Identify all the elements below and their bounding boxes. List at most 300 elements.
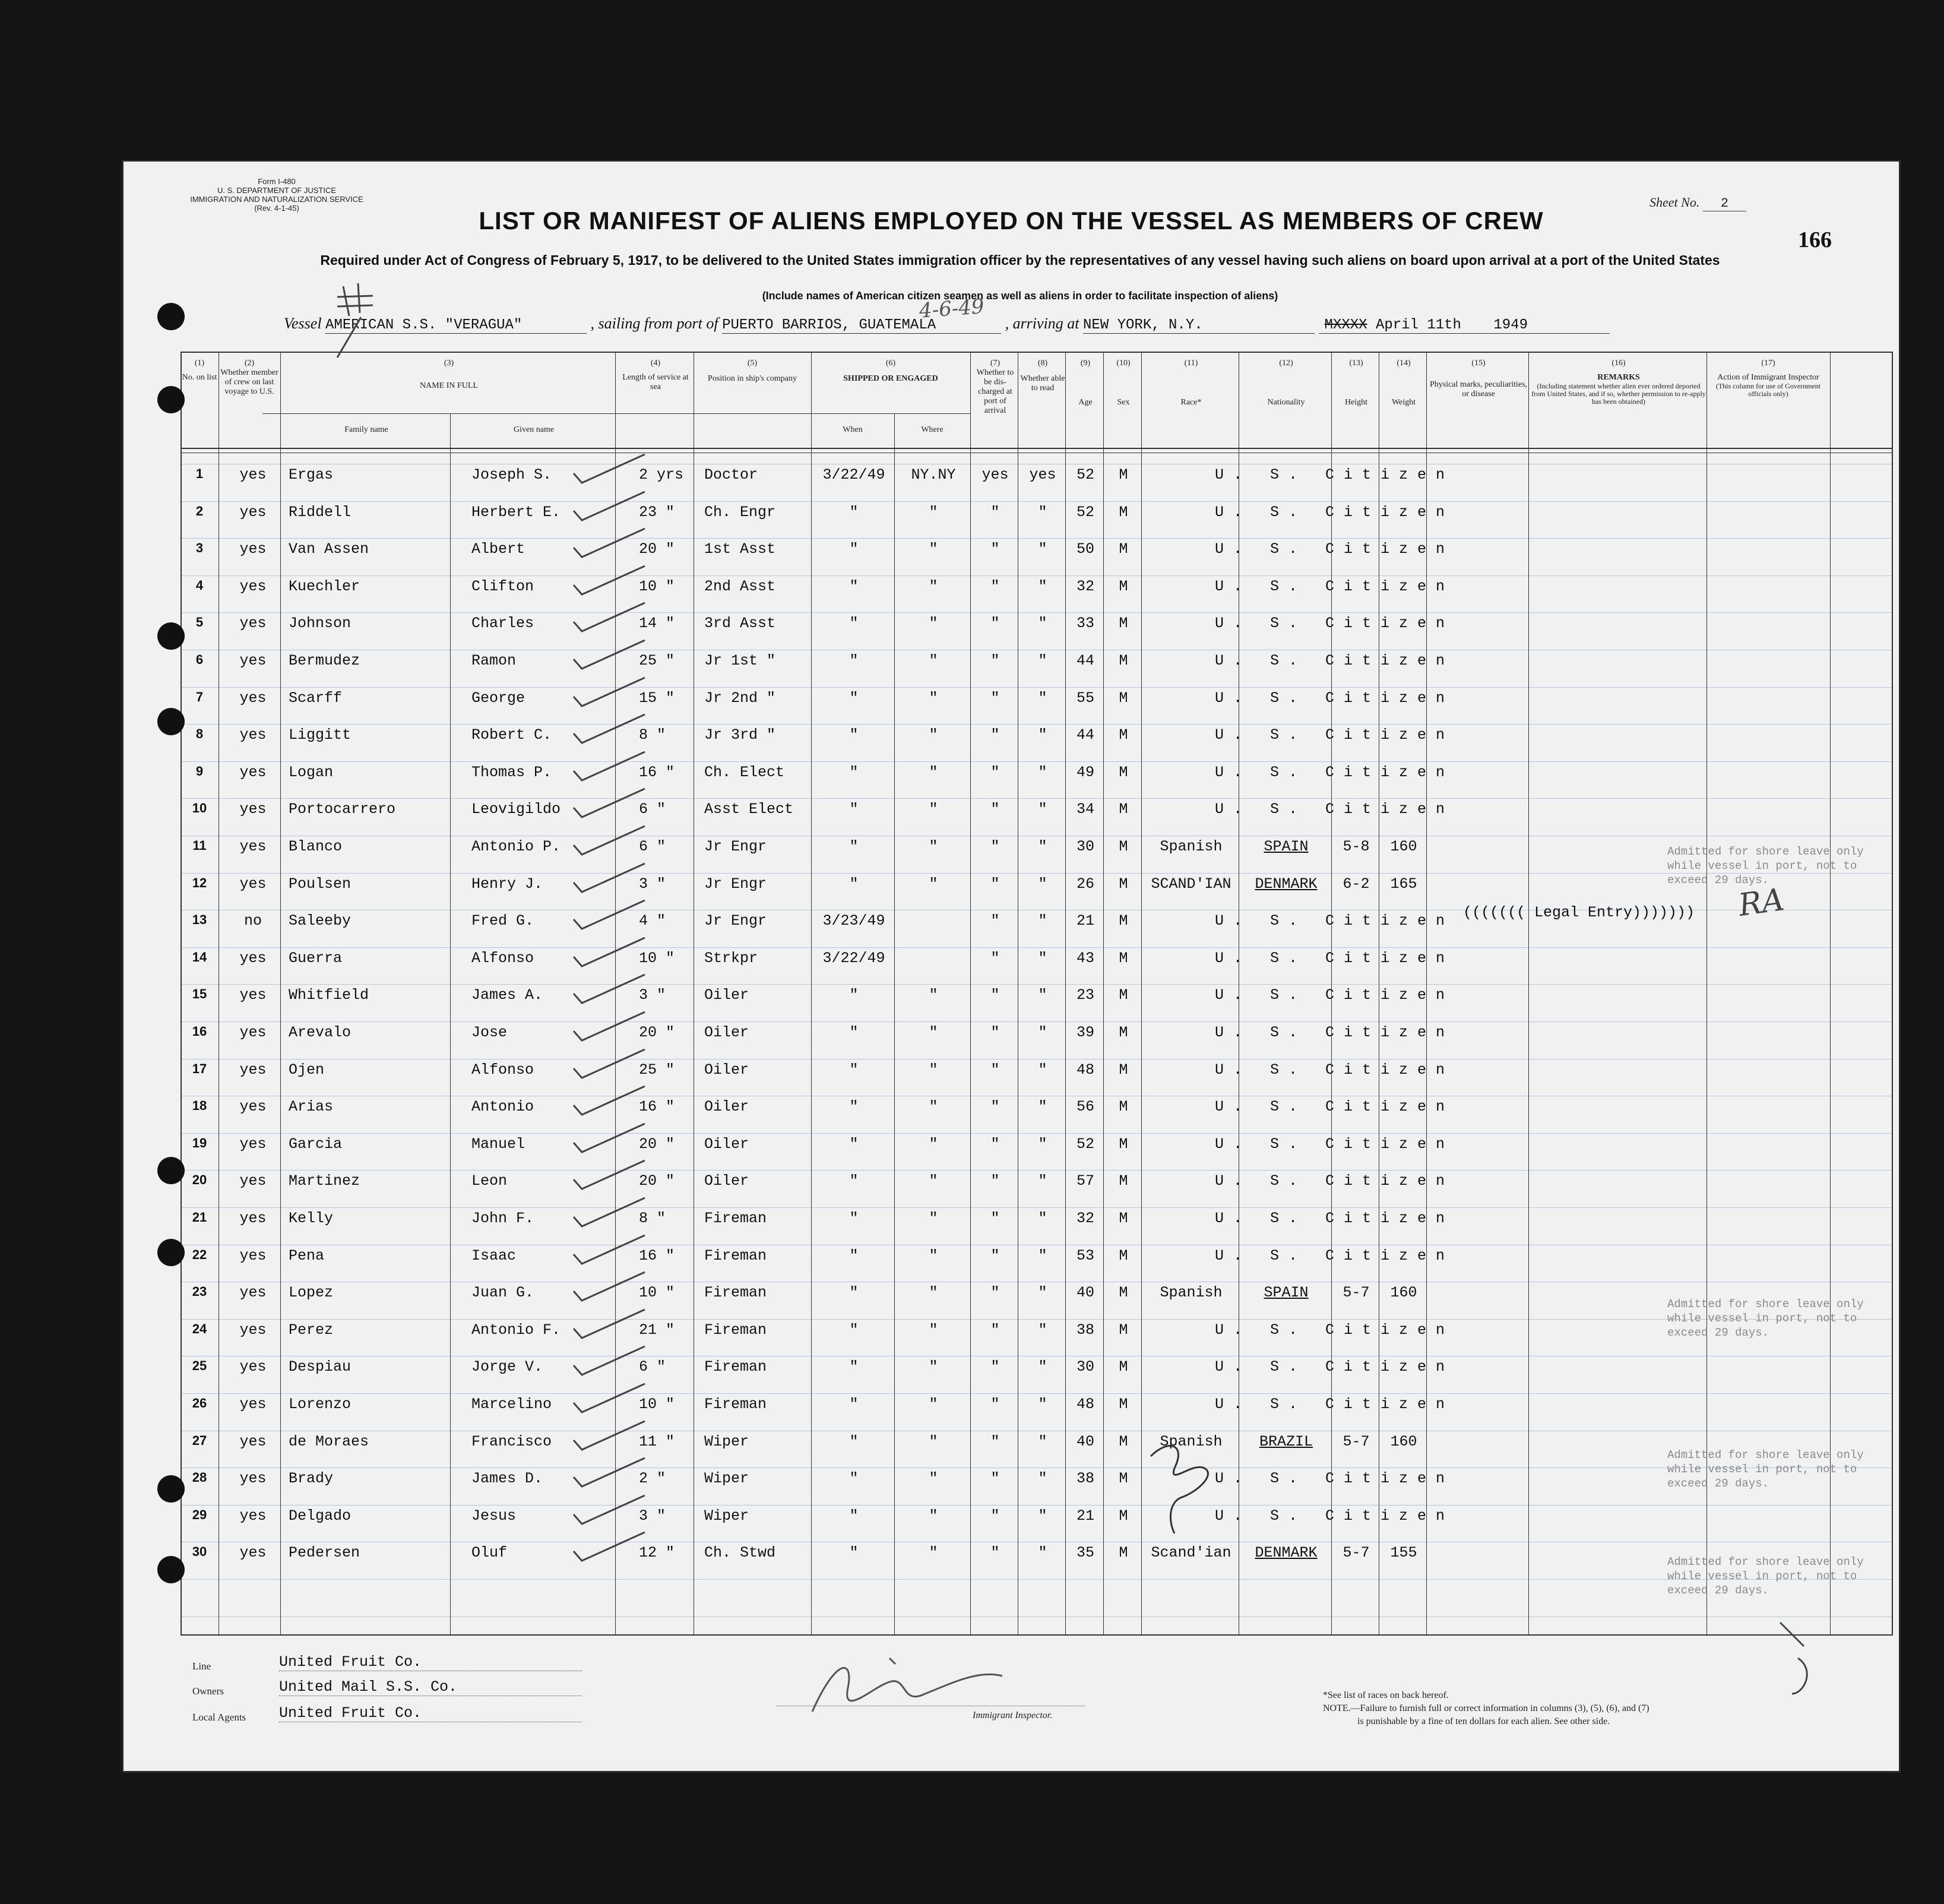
- cell-given: Alfonso: [471, 949, 534, 967]
- cell-where: ": [929, 1172, 938, 1190]
- cell-given: Oluf: [471, 1544, 508, 1562]
- cell-weight: 160: [1390, 1284, 1417, 1302]
- cell-service: 20 ": [639, 540, 675, 558]
- cell-citizen: U. S. Citizen: [1215, 1507, 1455, 1525]
- cell-given: Robert C.: [471, 726, 552, 744]
- cell-when: ": [849, 1247, 859, 1264]
- cell-read: ": [1038, 763, 1047, 781]
- cell-no: 5: [195, 615, 204, 630]
- cell-family: Despiau: [289, 1358, 352, 1376]
- cell-read: ": [1038, 1247, 1047, 1264]
- cell-family: Riddell: [289, 503, 352, 521]
- cell-position: Jr Engr: [704, 912, 767, 930]
- cell-prev: yes: [239, 1507, 267, 1525]
- cell-service: 14 ": [639, 615, 675, 632]
- cell-family: Kuechler: [289, 577, 360, 595]
- cell-where: ": [929, 1507, 938, 1525]
- header-col-15: (15) Physical marks, peculiarities, or disease: [1429, 359, 1528, 398]
- cell-where: ": [929, 1432, 938, 1450]
- cell-where: ": [929, 986, 938, 1004]
- cell-age: 50: [1076, 540, 1094, 558]
- cell-when: ": [849, 986, 859, 1004]
- cell-sex: M: [1119, 540, 1128, 558]
- cell-given: Marcelino: [471, 1396, 552, 1413]
- cell-no: 6: [195, 652, 204, 667]
- cell-family: Garcia: [289, 1135, 343, 1153]
- cell-nat: DENMARK: [1255, 1544, 1318, 1562]
- race-note: *See list of races on back hereof.: [1323, 1690, 1449, 1700]
- cell-age: 44: [1076, 726, 1094, 744]
- cell-given: Antonio: [471, 1098, 534, 1116]
- vessel-name: AMERICAN S.S. "VERAGUA": [325, 317, 587, 334]
- revision: (Rev. 4-1-45): [254, 204, 299, 213]
- cell-where: ": [929, 689, 938, 707]
- cell-no: 3: [195, 540, 204, 556]
- cell-age: 38: [1076, 1470, 1094, 1488]
- cell-age: 38: [1076, 1321, 1094, 1339]
- cell-citizen: U. S. Citizen: [1215, 1061, 1455, 1078]
- cell-race: Spanish: [1160, 1284, 1223, 1302]
- cell-citizen: U. S. Citizen: [1215, 912, 1455, 930]
- cell-race: Spanish: [1160, 1432, 1223, 1450]
- cell-where: ": [929, 503, 938, 521]
- cell-service: 25 ": [639, 1061, 675, 1078]
- handwritten-date: 4-6-49: [918, 295, 985, 323]
- cell-prev: yes: [239, 1024, 267, 1041]
- header-col-9: (9) Age: [1078, 359, 1093, 407]
- cell-race: Scand'ian: [1151, 1544, 1231, 1562]
- cell-disch: ": [990, 1061, 1000, 1078]
- cell-family: Lorenzo: [289, 1396, 352, 1413]
- cell-disch: ": [990, 1321, 1000, 1339]
- remark-shore-leave-23: Admitted for shore leave only while vessel in port, not to exceed 29 days.: [1667, 1298, 1864, 1339]
- cell-disch: ": [990, 652, 1000, 669]
- cell-when: ": [849, 838, 859, 855]
- cell-when: ": [849, 1432, 859, 1450]
- cell-given: Alfonso: [471, 1061, 534, 1078]
- cell-position: Oiler: [704, 986, 749, 1004]
- cell-disch: ": [990, 1544, 1000, 1562]
- cell-when: ": [849, 1544, 859, 1562]
- cell-no: 2: [195, 503, 204, 518]
- cell-citizen: U. S. Citizen: [1215, 466, 1455, 483]
- cell-service: 10 ": [639, 1284, 675, 1302]
- cell-no: 30: [192, 1544, 207, 1560]
- cell-age: 52: [1076, 466, 1094, 483]
- cell-read: ": [1038, 1135, 1047, 1153]
- cell-sex: M: [1119, 949, 1128, 967]
- cell-where: ": [929, 801, 938, 818]
- cell-age: 56: [1076, 1098, 1094, 1116]
- corner-mark: [1780, 1622, 1807, 1694]
- cell-service: 16 ": [639, 1247, 675, 1264]
- punch-hole: [157, 303, 185, 330]
- cell-family: Pena: [289, 1247, 325, 1264]
- header-col-2: (2) Whether member of crew on last voyage to U.S.: [220, 359, 278, 396]
- cell-no: 8: [195, 726, 204, 742]
- punch-hole: [157, 708, 185, 735]
- cell-given: James D.: [471, 1470, 543, 1488]
- cell-position: Oiler: [704, 1061, 749, 1078]
- cell-service: 2 ": [639, 1470, 666, 1488]
- cell-sex: M: [1119, 577, 1128, 595]
- cell-when: ": [849, 1061, 859, 1078]
- cell-weight: 165: [1390, 875, 1417, 893]
- cell-read: ": [1038, 540, 1047, 558]
- cell-sex: M: [1119, 652, 1128, 669]
- cell-citizen: U. S. Citizen: [1215, 689, 1455, 707]
- cell-when: ": [849, 1507, 859, 1525]
- cell-read: ": [1038, 1507, 1047, 1525]
- cell-read: ": [1038, 1396, 1047, 1413]
- cell-family: Lopez: [289, 1284, 334, 1302]
- cell-sex: M: [1119, 1544, 1128, 1562]
- cell-prev: yes: [239, 1135, 267, 1153]
- cell-position: Jr 1st ": [704, 652, 776, 669]
- sheet-label: Sheet No.: [1649, 195, 1700, 210]
- cell-citizen: U. S. Citizen: [1215, 1470, 1455, 1488]
- cell-read: ": [1038, 1544, 1047, 1562]
- cell-disch: ": [990, 1172, 1000, 1190]
- cell-position: Oiler: [704, 1135, 749, 1153]
- cell-given: Herbert E.: [471, 503, 561, 521]
- cell-height: 6-2: [1343, 875, 1370, 893]
- cell-weight: 160: [1390, 838, 1417, 855]
- handwritten-annotation: [1151, 1446, 1208, 1533]
- cell-where: ": [929, 1098, 938, 1116]
- remark-shore-leave-27: Admitted for shore leave only while vessel in port, not to exceed 29 days.: [1667, 1448, 1864, 1490]
- cell-position: Strkpr: [704, 949, 758, 967]
- cell-service: 6 ": [639, 801, 666, 818]
- cell-weight: 160: [1390, 1432, 1417, 1450]
- cell-age: 48: [1076, 1396, 1094, 1413]
- cell-sex: M: [1119, 912, 1128, 930]
- form-number: Form I-480: [258, 177, 296, 186]
- cell-race: SCAND'IAN: [1151, 875, 1231, 893]
- cell-disch: ": [990, 838, 1000, 855]
- cell-service: 20 ": [639, 1024, 675, 1041]
- cell-position: Wiper: [704, 1507, 749, 1525]
- punch-hole: [157, 1475, 185, 1503]
- cell-given: Henry J.: [471, 875, 543, 893]
- cell-service: 8 ": [639, 726, 666, 744]
- inspector-label: Immigrant Inspector.: [973, 1710, 1053, 1720]
- service-name: IMMIGRATION AND NATURALIZATION SERVICE: [190, 195, 363, 204]
- cell-read: ": [1038, 1432, 1047, 1450]
- cell-age: 40: [1076, 1432, 1094, 1450]
- cell-age: 44: [1076, 652, 1094, 669]
- cell-when: ": [849, 1321, 859, 1339]
- cell-citizen: U. S. Citizen: [1215, 763, 1455, 781]
- cell-family: Liggitt: [289, 726, 352, 744]
- cell-disch: ": [990, 1247, 1000, 1264]
- cell-sex: M: [1119, 466, 1128, 483]
- cell-service: 3 ": [639, 1507, 666, 1525]
- cell-service: 2 yrs: [639, 466, 684, 483]
- cell-given: John F.: [471, 1210, 534, 1227]
- cell-sex: M: [1119, 875, 1128, 893]
- cell-given: Manuel: [471, 1135, 525, 1153]
- cell-prev: yes: [239, 540, 267, 558]
- cell-no: 26: [192, 1396, 207, 1410]
- cell-when: ": [849, 540, 859, 558]
- cell-age: 43: [1076, 949, 1094, 967]
- cell-age: 52: [1076, 503, 1094, 521]
- cell-where: ": [929, 875, 938, 893]
- punch-hole: [157, 1556, 185, 1583]
- cell-service: 11 ": [639, 1432, 675, 1450]
- cell-read: ": [1038, 1284, 1047, 1302]
- cell-prev: yes: [239, 577, 267, 595]
- cell-disch: ": [990, 1098, 1000, 1116]
- cell-disch: ": [990, 1135, 1000, 1153]
- cell-prev: yes: [239, 615, 267, 632]
- cell-when: ": [849, 652, 859, 669]
- cell-family: Saleeby: [289, 912, 352, 930]
- cell-read: ": [1038, 1470, 1047, 1488]
- cell-family: Perez: [289, 1321, 334, 1339]
- cell-where: ": [929, 1135, 938, 1153]
- port-from: PUERTO BARRIOS, GUATEMALA: [722, 317, 1001, 334]
- cell-where: ": [929, 726, 938, 744]
- line-value: United Fruit Co.: [279, 1653, 582, 1671]
- header-col-12: (12) Nationality: [1267, 359, 1305, 407]
- cell-no: 23: [192, 1284, 207, 1299]
- cell-service: 10 ": [639, 1396, 675, 1413]
- cell-given: Leon: [471, 1172, 508, 1190]
- cell-when: ": [849, 503, 859, 521]
- cell-position: Jr 3rd ": [704, 726, 776, 744]
- cell-citizen: U. S. Citizen: [1215, 1098, 1455, 1116]
- cell-no: 12: [192, 875, 207, 890]
- cell-sex: M: [1119, 1470, 1128, 1488]
- cell-prev: yes: [239, 949, 267, 967]
- cell-disch: ": [990, 986, 1000, 1004]
- cell-family: Kelly: [289, 1210, 334, 1227]
- header-col-16: (16) REMARKS (Including statement whether alien ever ordered deported from United States, and if so, whether permission to re-apply has been obtained): [1531, 359, 1706, 406]
- cell-position: 1st Asst: [704, 540, 776, 558]
- cell-sex: M: [1119, 1135, 1128, 1153]
- header-col-5: (5) Position in ship's company: [708, 359, 797, 383]
- cell-nat: BRAZIL: [1259, 1432, 1313, 1450]
- cell-sex: M: [1119, 1432, 1128, 1450]
- header-col-11: (11) Race*: [1180, 359, 1202, 407]
- cell-family: Scarff: [289, 689, 343, 707]
- page-number: 166: [1798, 227, 1832, 252]
- legal-entry-remark: ((((((( Legal Entry))))))): [1463, 904, 1695, 921]
- cell-citizen: U. S. Citizen: [1215, 1247, 1455, 1264]
- cell-service: 4 ": [639, 912, 666, 930]
- cell-age: 21: [1076, 1507, 1094, 1525]
- cell-position: 2nd Asst: [704, 577, 776, 595]
- cell-when: ": [849, 875, 859, 893]
- cell-prev: yes: [239, 1321, 267, 1339]
- cell-disch: ": [990, 689, 1000, 707]
- cell-when: ": [849, 1172, 859, 1190]
- cell-family: Whitfield: [289, 986, 369, 1004]
- cell-sex: M: [1119, 726, 1128, 744]
- cell-position: Asst Elect: [704, 801, 794, 818]
- cell-where: ": [929, 838, 938, 855]
- cell-prev: no: [243, 912, 262, 930]
- cell-where: ": [929, 1396, 938, 1413]
- subtitle: Required under Act of Congress of February 5, 1917, to be delivered to the United States immigration officer by the representatives of any vessel having such aliens on board upon arrival at a port of the United States: [320, 252, 1720, 268]
- cell-sex: M: [1119, 1284, 1128, 1302]
- cell-read: ": [1038, 577, 1047, 595]
- cell-disch: yes: [982, 466, 1009, 483]
- cell-citizen: U. S. Citizen: [1215, 1321, 1455, 1339]
- header-col-7: (7) Whether to be dis-charged at port of arrival: [976, 359, 1014, 415]
- cell-citizen: U. S. Citizen: [1215, 801, 1455, 818]
- cell-sex: M: [1119, 1172, 1128, 1190]
- cell-service: 6 ": [639, 1358, 666, 1376]
- cell-age: 21: [1076, 912, 1094, 930]
- cell-weight: 155: [1390, 1544, 1417, 1562]
- punch-hole: [157, 386, 185, 413]
- cell-age: 26: [1076, 875, 1094, 893]
- cell-given: George: [471, 689, 525, 707]
- owners-value: United Mail S.S. Co.: [279, 1678, 582, 1696]
- cell-sex: M: [1119, 801, 1128, 818]
- cell-read: ": [1038, 986, 1047, 1004]
- agents-value: United Fruit Co.: [279, 1704, 582, 1722]
- cell-citizen: U. S. Citizen: [1215, 986, 1455, 1004]
- cell-disch: ": [990, 763, 1000, 781]
- cell-height: 5-8: [1343, 838, 1370, 855]
- arrival-date: April 11th: [1375, 317, 1461, 333]
- cell-where: ": [929, 1247, 938, 1264]
- cell-given: James A.: [471, 986, 543, 1004]
- cell-prev: yes: [239, 1210, 267, 1227]
- cell-family: Bermudez: [289, 652, 360, 669]
- cell-age: 32: [1076, 577, 1094, 595]
- cell-position: Ch. Stwd: [704, 1544, 776, 1562]
- cell-family: Logan: [289, 763, 334, 781]
- cell-nat: SPAIN: [1264, 838, 1309, 855]
- cell-no: 17: [192, 1061, 207, 1076]
- cell-service: 21 ": [639, 1321, 675, 1339]
- cell-service: 15 ": [639, 689, 675, 707]
- cell-citizen: U. S. Citizen: [1215, 615, 1455, 632]
- cell-position: Wiper: [704, 1432, 749, 1450]
- punch-hole: [157, 622, 185, 650]
- cell-prev: yes: [239, 838, 267, 855]
- cell-service: 10 ": [639, 577, 675, 595]
- header-when: When: [843, 425, 863, 434]
- cell-when: ": [849, 1210, 859, 1227]
- cell-position: Fireman: [704, 1396, 767, 1413]
- cell-where: ": [929, 1544, 938, 1562]
- cell-sex: M: [1119, 1061, 1128, 1078]
- cell-read: ": [1038, 726, 1047, 744]
- cell-family: Johnson: [289, 615, 352, 632]
- cell-age: 55: [1076, 689, 1094, 707]
- cell-disch: ": [990, 540, 1000, 558]
- cell-no: 18: [192, 1098, 207, 1114]
- cell-position: Oiler: [704, 1098, 749, 1116]
- header-col-14: (14) Weight: [1391, 359, 1416, 407]
- header-col-17: (17) Action of Immigrant Inspector (This column for use of Government officials only): [1715, 359, 1821, 398]
- cell-disch: ": [990, 949, 1000, 967]
- cell-citizen: U. S. Citizen: [1215, 577, 1455, 595]
- cell-family: Pedersen: [289, 1544, 360, 1562]
- cell-when: ": [849, 577, 859, 595]
- cell-where: ": [929, 615, 938, 632]
- cell-read: ": [1038, 1024, 1047, 1041]
- cell-no: 14: [192, 949, 207, 964]
- cell-sex: M: [1119, 615, 1128, 632]
- cell-when: ": [849, 1135, 859, 1153]
- punch-hole: [157, 1239, 185, 1266]
- cell-family: Arias: [289, 1098, 334, 1116]
- cell-family: Arevalo: [289, 1024, 352, 1041]
- cell-citizen: U. S. Citizen: [1215, 1210, 1455, 1227]
- cell-sex: M: [1119, 1507, 1128, 1525]
- cell-prev: yes: [239, 1432, 267, 1450]
- cell-height: 5-7: [1343, 1432, 1370, 1450]
- cell-citizen: U. S. Citizen: [1215, 1358, 1455, 1376]
- cell-no: 29: [192, 1507, 207, 1522]
- cell-height: 5-7: [1343, 1544, 1370, 1562]
- cell-position: Fireman: [704, 1284, 767, 1302]
- cell-sex: M: [1119, 1210, 1128, 1227]
- cell-read: ": [1038, 1358, 1047, 1376]
- cell-disch: ": [990, 801, 1000, 818]
- cell-sex: M: [1119, 1247, 1128, 1264]
- header-col-6: (6) SHIPPED OR ENGAGED: [843, 359, 938, 383]
- cell-prev: yes: [239, 1172, 267, 1190]
- header-where: Where: [921, 425, 943, 434]
- cell-prev: yes: [239, 875, 267, 893]
- cell-family: Poulsen: [289, 875, 352, 893]
- cell-prev: yes: [239, 1098, 267, 1116]
- cell-sex: M: [1119, 763, 1128, 781]
- cell-no: 22: [192, 1247, 207, 1262]
- owners-label: Owners: [192, 1685, 224, 1697]
- cell-when: ": [849, 1358, 859, 1376]
- cell-age: 23: [1076, 986, 1094, 1004]
- cell-given: Jesus: [471, 1507, 517, 1525]
- cell-sex: M: [1119, 838, 1128, 855]
- cell-when: 3/22/49: [822, 949, 885, 967]
- cell-prev: yes: [239, 763, 267, 781]
- cell-prev: yes: [239, 466, 267, 483]
- cell-read: ": [1038, 1172, 1047, 1190]
- cell-read: ": [1038, 1098, 1047, 1116]
- cell-family: de Moraes: [289, 1432, 369, 1450]
- cell-no: 4: [195, 577, 204, 593]
- arriving-label: , arriving at: [1005, 315, 1079, 332]
- cell-family: Brady: [289, 1470, 334, 1488]
- cell-no: 20: [192, 1172, 207, 1188]
- cell-age: 53: [1076, 1247, 1094, 1264]
- department: U. S. DEPARTMENT OF JUSTICE: [217, 186, 337, 195]
- cell-where: ": [929, 763, 938, 781]
- cell-sex: M: [1119, 1396, 1128, 1413]
- cell-read: ": [1038, 652, 1047, 669]
- cell-position: Wiper: [704, 1470, 749, 1488]
- agents-label: Local Agents: [192, 1712, 246, 1723]
- cell-when: 3/22/49: [822, 466, 885, 483]
- cell-position: Oiler: [704, 1024, 749, 1041]
- cell-prev: yes: [239, 689, 267, 707]
- cell-where: ": [929, 1321, 938, 1339]
- cell-sex: M: [1119, 503, 1128, 521]
- cell-prev: yes: [239, 1061, 267, 1078]
- cell-age: 57: [1076, 1172, 1094, 1190]
- sailing-label: , sailing from port of: [590, 315, 718, 332]
- cell-race: Spanish: [1160, 838, 1223, 855]
